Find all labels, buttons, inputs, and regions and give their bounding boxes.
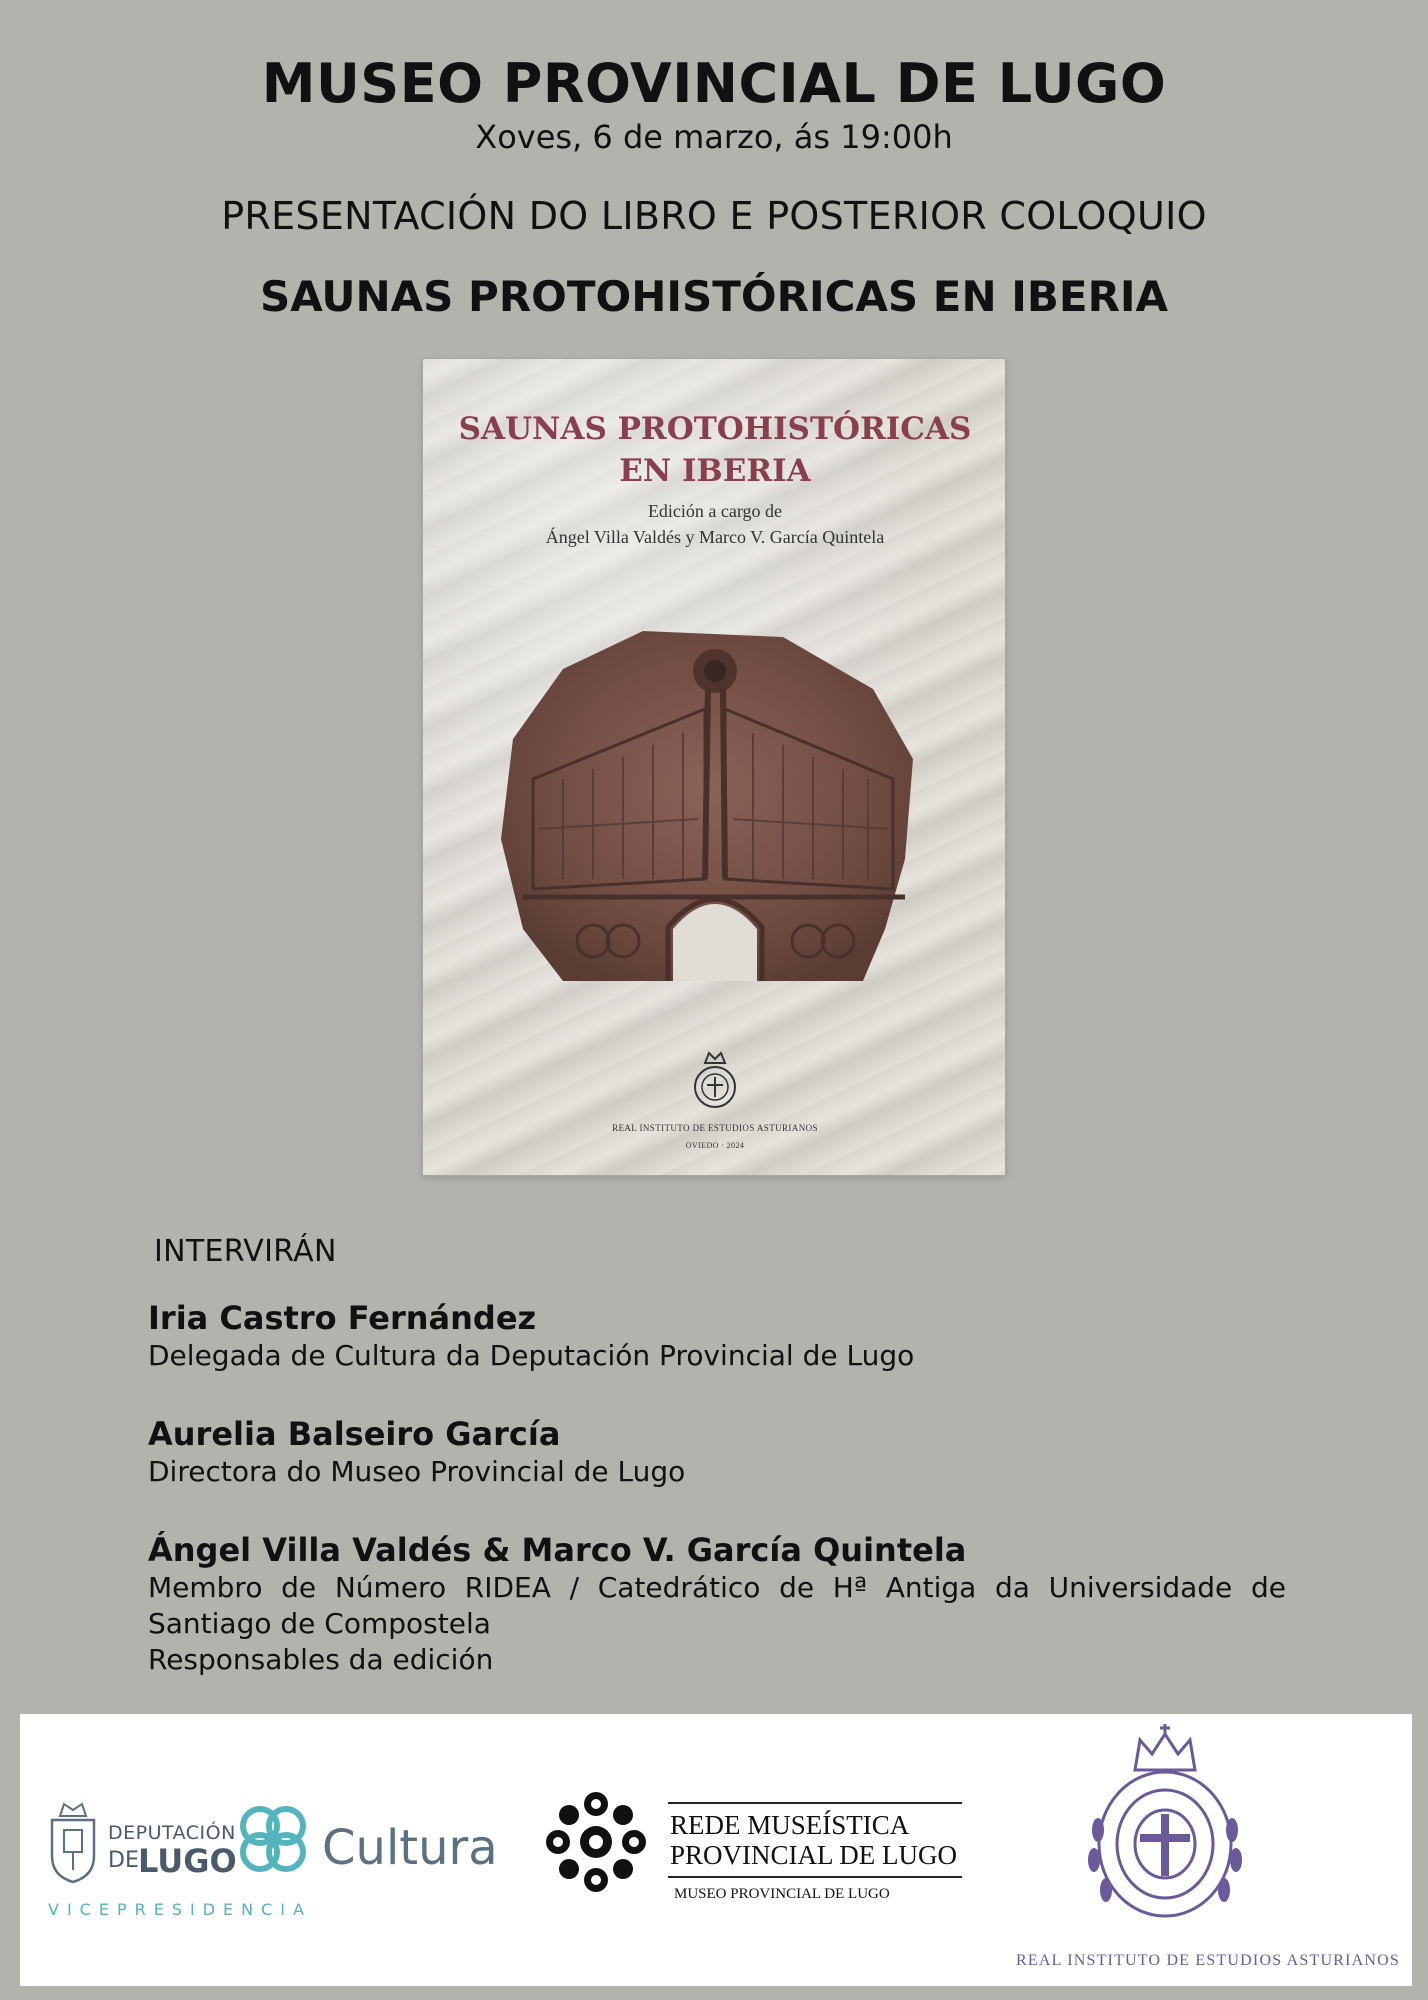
rede-line2: PROVINCIAL DE LUGO (670, 1840, 957, 1870)
lugo-name-label: LUGO (138, 1842, 237, 1880)
ridea-crest-icon (1080, 1720, 1250, 1930)
lugo-shield-icon (46, 1800, 100, 1884)
speaker-role: Directora do Museo Provincial de Lugo (148, 1455, 686, 1488)
lugo-de-label: DE (108, 1848, 139, 1873)
cover-emblem-icon (691, 1049, 739, 1113)
vicepresidencia-label: VICEPRESIDENCIA (48, 1900, 312, 1919)
speaker-name: Aurelia Balseiro García (148, 1415, 561, 1453)
speaker-entry (148, 1414, 1286, 1490)
ridea-name: REAL INSTITUTO DE ESTUDIOS ASTURIANOS (1016, 1952, 1400, 1969)
cover-title (423, 409, 1006, 493)
cultura-label: Cultura (322, 1820, 498, 1876)
book-cover-image (422, 358, 1006, 1176)
rede-line1: REDE MUSEÍSTICA (670, 1810, 910, 1840)
speaker-name: Ángel Villa Valdés & Marco V. García Quintela (148, 1531, 967, 1569)
cover-editors: Ángel Villa Valdés y Marco V. García Quintela (545, 527, 885, 547)
event-date: Xoves, 6 de marzo, ás 19:00h (475, 118, 953, 156)
stone-relief-illustration (493, 629, 933, 989)
cover-publisher: REAL INSTITUTO DE ESTUDIOS ASTURIANOS (612, 1123, 818, 1133)
speaker-entry (148, 1530, 1286, 1678)
cover-title-line2: EN IBERIA (619, 452, 811, 489)
deputacion-label: DEPUTACIÓN (108, 1822, 236, 1844)
rede-rule-bottom (668, 1876, 962, 1878)
speaker-name: Iria Castro Fernández (148, 1299, 537, 1337)
speakers-heading: INTERVIRÁN (154, 1234, 337, 1269)
cover-title-line1: SAUNAS PROTOHISTÓRICAS (458, 411, 972, 447)
cover-place-year: OVIEDO · 2024 (685, 1141, 745, 1150)
footer-logos (20, 1714, 1412, 1986)
book-title-heading: SAUNAS PROTOHISTÓRICAS EN IBERIA (259, 272, 1169, 321)
speaker-entry (148, 1298, 1286, 1374)
event-type: PRESENTACIÓN DO LIBRO E POSTERIOR COLOQUIO (221, 194, 1207, 238)
rede-line3: MUSEO PROVINCIAL DE LUGO (674, 1886, 890, 1902)
speaker-role: Membro de Número RIDEA / Catedrático de Hª Antiga da Universidade de Santiago de Compostela (148, 1571, 1286, 1640)
deputacion-lugo-logo (46, 1798, 546, 1928)
celtic-knot-icon (236, 1802, 310, 1876)
rede-flower-icon (540, 1786, 652, 1898)
speaker-role: Delegada de Cultura da Deputación Provincial de Lugo (148, 1339, 915, 1372)
cover-edition-label: Edición a cargo de (647, 501, 783, 521)
speaker-role-extra: Responsables da edición (148, 1643, 494, 1676)
rede-rule-top (668, 1802, 962, 1804)
museum-title: MUSEO PROVINCIAL DE LUGO (261, 52, 1167, 115)
rede-museistica-logo (540, 1786, 960, 1916)
